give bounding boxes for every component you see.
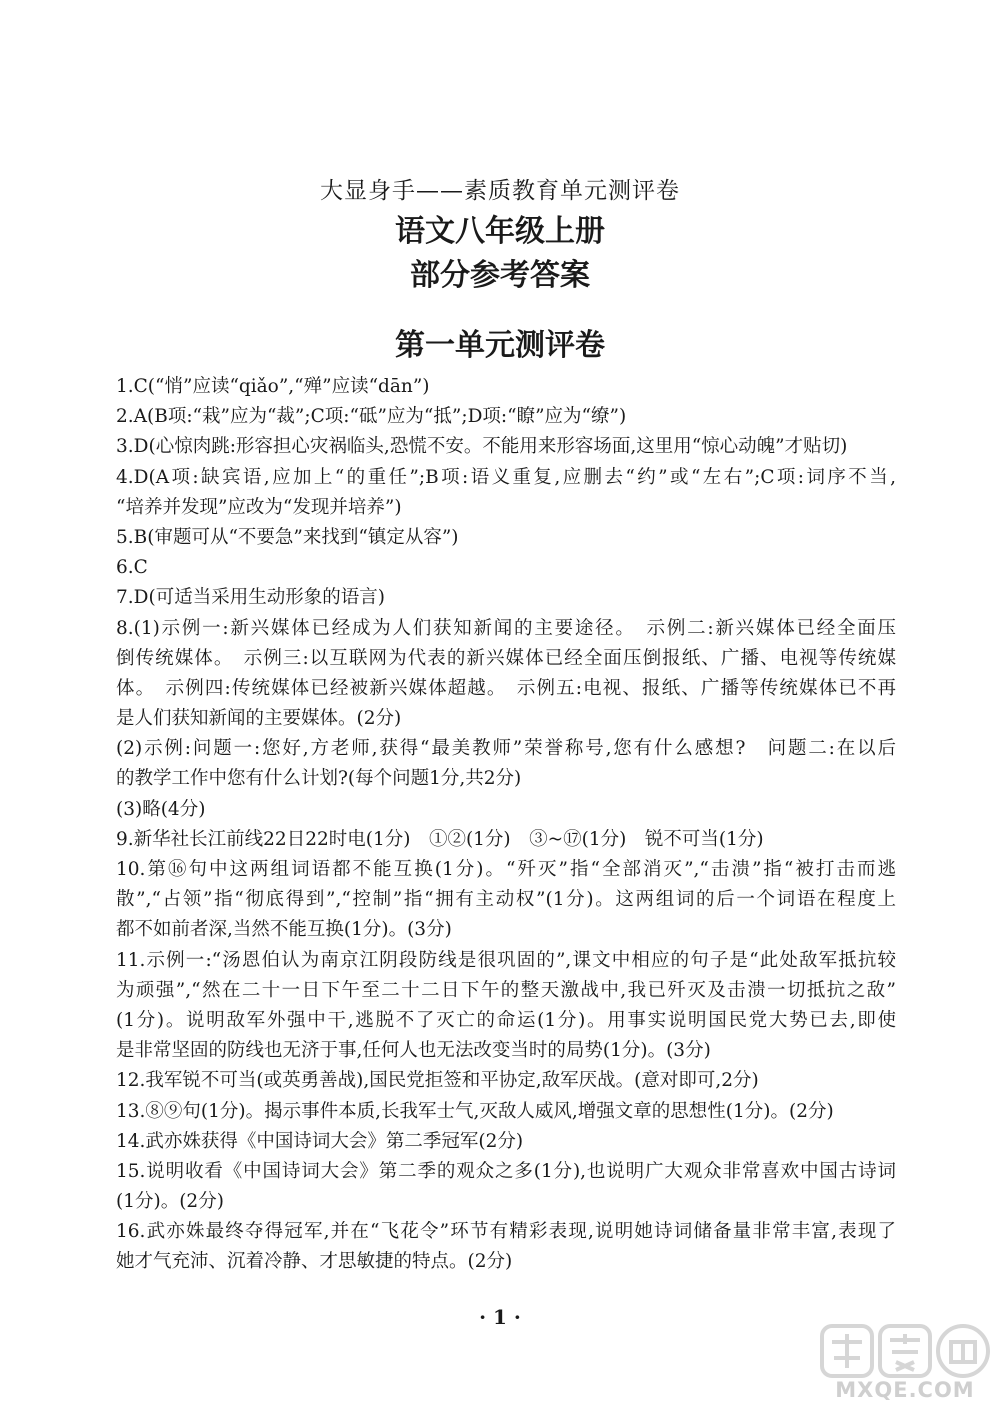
watermark-logo-icon (820, 1322, 990, 1380)
answer-line: 倒传统媒体。 示例三:以互联网为代表的新兴媒体已经全面压倒报纸、广播、电视等传统媒 (116, 647, 896, 669)
answer-line: 体。 示例四:传统媒体已经被新兴媒体超越。 示例五:电视、报纸、广播等传统媒体已不再 (116, 677, 896, 699)
answer-line: 6.C (116, 557, 148, 579)
answer-line: 为顽强”,“然在二十一日下午至二十二日下午的整天激战中,我已歼灭及击溃一切抵抗之敌” (116, 979, 896, 1001)
page-number: · 1 · (479, 1305, 521, 1329)
answer-line: 2.A(B项:“栽”应为“裁”;C项:“砥”应为“抵”;D项:“瞭”应为“缭”) (116, 406, 627, 428)
answer-line: 都不如前者深,当然不能互换(1分)。(3分) (116, 919, 452, 941)
answer-line: 1.C(“悄”应读“qiǎo”,“殚”应读“dān”) (116, 376, 430, 397)
answer-line: 16.武亦姝最终夺得冠军,并在“飞花令”环节有精彩表现,说明她诗词储备量非常丰富,表现了 (116, 1221, 896, 1243)
page-title: 语文八年级上册 (395, 214, 605, 249)
answer-line: 5.B(审题可从“不要急”来找到“镇定从容”) (116, 526, 459, 548)
answer-line: 9.新华社长江前线22日22时电(1分) ①②(1分) ③~⑰(1分) 锐不可当(1分) (116, 828, 764, 850)
answer-line: (1分)。(2分) (116, 1191, 224, 1213)
answer-line: 4.D(A项:缺宾语,应加上“的重任”;B项:语义重复,应删去“约”或“左右”;C项:词序不当, (116, 466, 896, 488)
answer-line: (2)示例:问题一:您好,方老师,获得“最美教师”荣誉称号,您有什么感想? 问题二:在以后 (116, 738, 896, 760)
answer-line: 是非常坚固的防线也无济于事,任何人也无法改变当时的局势(1分)。(3分) (116, 1040, 711, 1062)
watermark-site-text: MXQE.COM (835, 1378, 975, 1402)
answer-line: 15.说明收看《中国诗词大会》第二季的观众之多(1分),也说明广大观众非常喜欢中国古诗词 (116, 1160, 896, 1182)
answer-line: (1分)。说明敌军外强中干,逃脱不了灭亡的命运(1分)。用事实说明国民党大势已去,即使 (116, 1009, 896, 1031)
answer-line: 14.武亦姝获得《中国诗词大会》第二季冠军(2分) (116, 1130, 524, 1152)
answer-line: 她才气充沛、沉着冷静、才思敏捷的特点。(2分) (116, 1251, 513, 1273)
watermark (820, 1322, 990, 1408)
answer-line: 7.D(可适当采用生动形象的语言) (116, 587, 385, 609)
answer-line: 8.(1)示例一:新兴媒体已经成为人们获知新闻的主要途径。 示例二:新兴媒体已经全面压 (116, 617, 896, 639)
answer-line: 是人们获知新闻的主要媒体。(2分) (116, 708, 402, 730)
answer-line: 3.D(心惊肉跳:形容担心灾祸临头,恐慌不安。不能用来形容场面,这里用“惊心动魄”才贴切) (116, 436, 848, 458)
page-subtitle: 部分参考答案 (410, 258, 590, 293)
answer-line: 13.⑧⑨句(1分)。揭示事件本质,长我军士气,灭敌人威风,增强文章的思想性(1分)。(2分) (116, 1100, 834, 1122)
answer-line: 散”,“占领”指“彻底得到”,“控制”指“拥有主动权”(1分)。这两组词的后一个词语在程度上 (116, 889, 896, 911)
answer-line: “培养并发现”应改为“发现并培养”) (116, 496, 402, 518)
answer-line: 11.示例一:“汤恩伯认为南京江阴段防线是很巩固的”,课文中相应的句子是“此处敌军抵抗较 (116, 949, 896, 971)
unit-title: 第一单元测评卷 (395, 328, 605, 363)
series-title: 大显身手——素质教育单元测评卷 (320, 178, 680, 204)
answer-line: 的教学工作中您有什么计划?(每个问题1分,共2分) (116, 768, 522, 790)
answer-line: 10.第⑯句中这两组词语都不能互换(1分)。“歼灭”指“全部消灭”,“击溃”指“被打击而逃 (116, 859, 896, 880)
answer-line: (3)略(4分) (116, 798, 206, 820)
answer-line: 12.我军锐不可当(或英勇善战),国民党拒签和平协定,敌军厌战。(意对即可,2分) (116, 1070, 759, 1092)
answer-list (116, 372, 896, 1278)
